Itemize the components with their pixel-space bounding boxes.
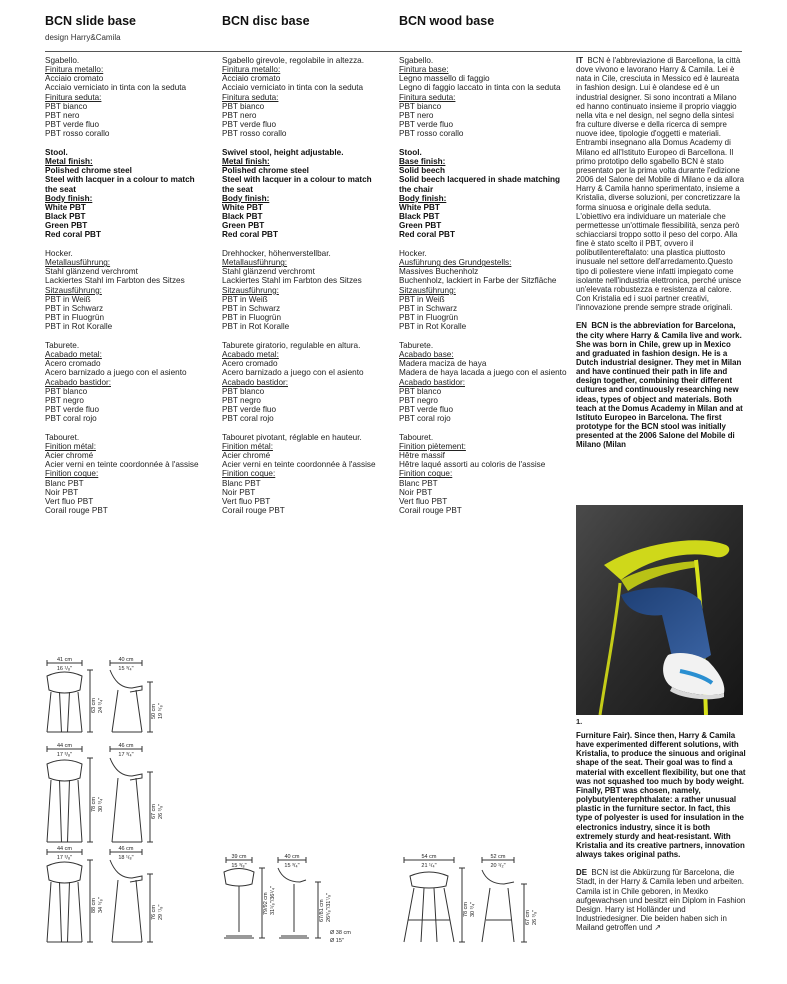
technical-drawings bbox=[0, 650, 576, 984]
spec-line: Blanc PBT bbox=[399, 478, 438, 488]
spec-line: Blanc PBT bbox=[45, 478, 84, 488]
spec-heading: Acabado metal: bbox=[45, 350, 102, 360]
row2-front-width-cm: 44 cm bbox=[57, 743, 72, 749]
spec-line: Acciaio verniciato in tinta con la seduta bbox=[45, 83, 187, 93]
spec-line: PBT in Schwarz bbox=[45, 303, 104, 313]
row1-seat-height-cm: 50 cm bbox=[151, 704, 157, 719]
spec-section bbox=[399, 433, 571, 515]
description-de bbox=[576, 868, 746, 932]
wood-side-drawing bbox=[482, 870, 514, 942]
spec-heading: Finitura base: bbox=[399, 65, 449, 75]
lang-tag-en: EN bbox=[576, 321, 587, 331]
wood-front-width-cm: 54 cm bbox=[421, 854, 437, 860]
spec-line: Sgabello girevole, regolabile in altezza. bbox=[222, 56, 365, 65]
spec-section bbox=[222, 341, 394, 423]
spec-line: PBT in Fluogrün bbox=[45, 313, 105, 323]
spec-line: PBT blanco bbox=[399, 386, 442, 396]
spec-column-slide bbox=[45, 56, 217, 515]
spec-heading: Finition coque: bbox=[45, 469, 99, 479]
spec-line: Madera maciza de haya bbox=[399, 359, 487, 369]
row1-side-width-in: 15 ³/₄" bbox=[118, 666, 134, 672]
row3-side-width-in: 18 ¹/₈" bbox=[118, 855, 134, 861]
spec-line: Noir PBT bbox=[222, 487, 256, 497]
spec-line: Hocker. bbox=[45, 248, 73, 258]
disc-seat-height-in: 26³/₈"/31⁷/₈" bbox=[326, 892, 332, 922]
spec-line: Taburete. bbox=[399, 340, 434, 350]
text-en: BCN is the abbreviation for Barcelona, the city where Harry & Camila live and work. She was born in Chile, grew up in Mexico and graduated in fashion design. He is a Dutch industrial designer. They met in Milan and have continued their path in life and design together, combining their different cultures and continuously researching new ideas, types of object and materials. Both teach at the Domus Academy in Milan and at Istituto Europeo in Barcelona. The first prototype for the BCN stool was initially presented at the 2006 Salone del Mobile di Milano (Milan bbox=[576, 321, 743, 450]
spec-line: Lackiertes Stahl im Farbton des Sitzes bbox=[222, 276, 362, 286]
spec-line: Stool. bbox=[45, 147, 68, 157]
spec-line: PBT bianco bbox=[45, 101, 88, 111]
spec-section bbox=[45, 249, 217, 331]
spec-line: Tabouret. bbox=[399, 432, 434, 442]
title-disc-base: BCN disc base bbox=[222, 14, 310, 28]
spec-line: Corail rouge PBT bbox=[222, 506, 285, 516]
spec-line: the seat bbox=[222, 184, 253, 194]
spec-line: PBT in Weiß bbox=[45, 294, 91, 304]
row2-height-in: 30 ³/₄" bbox=[98, 796, 104, 812]
spec-heading: Acabado base: bbox=[399, 350, 454, 360]
spec-line: Lackiertes Stahl im Farbton des Sitzes bbox=[45, 276, 185, 286]
spec-line: Acciaio verniciato in tinta con la seduta bbox=[222, 83, 364, 93]
row2-seat-height-in: 26 ³/₈" bbox=[158, 803, 164, 819]
spec-line: Blanc PBT bbox=[222, 478, 261, 488]
spec-line: Polished chrome steel bbox=[222, 166, 309, 176]
spec-line: PBT in Rot Koralle bbox=[45, 322, 113, 332]
spec-line: PBT negro bbox=[45, 395, 84, 405]
spec-line: PBT in Weiß bbox=[399, 294, 445, 304]
spec-heading: Metal finish: bbox=[222, 157, 270, 167]
row2-side-width-in: 17 ³/₄" bbox=[118, 752, 134, 758]
description-it bbox=[576, 56, 744, 312]
row1-front-seat bbox=[47, 672, 82, 693]
spec-heading: Sitzausführung: bbox=[45, 285, 102, 295]
spec-line: PBT in Fluogrün bbox=[399, 313, 459, 323]
spec-heading: Acabado bastidor: bbox=[222, 377, 288, 387]
wood-front-drawing bbox=[404, 872, 454, 942]
spec-line: PBT blanco bbox=[222, 386, 265, 396]
row2-front-width-in: 17 ³/₈" bbox=[56, 752, 73, 758]
spec-line: Red coral PBT bbox=[45, 230, 101, 240]
spec-heading: Finition coque: bbox=[222, 469, 276, 479]
spec-line: Black PBT bbox=[399, 212, 440, 221]
spec-heading: Base finish: bbox=[399, 157, 446, 167]
spec-line: PBT in Rot Koralle bbox=[222, 322, 290, 332]
row2-front-seat bbox=[47, 760, 82, 781]
spec-line: White PBT bbox=[45, 202, 86, 212]
wood-side-width-in: 20 ¹/₂" bbox=[490, 863, 506, 869]
spec-line: Steel with lacquer in a colour to match bbox=[222, 175, 372, 185]
row3-height-in: 34 ⁵/₈" bbox=[98, 897, 104, 913]
row3-side-width-cm: 46 cm bbox=[118, 846, 134, 852]
spec-line: Hêtre laqué assorti au coloris de l'assise bbox=[399, 460, 546, 470]
spec-line: Black PBT bbox=[45, 212, 86, 221]
spec-heading: Finition métal: bbox=[222, 441, 273, 451]
spec-line: Acero barnizado a juego con el asiento bbox=[222, 368, 364, 378]
spec-line: Tabouret. bbox=[45, 432, 80, 442]
spec-line: Corail rouge PBT bbox=[399, 506, 462, 516]
wood-seat-height-in: 26 ³/₈" bbox=[532, 909, 538, 925]
spec-line: Steel with lacquer in a colour to match bbox=[45, 175, 195, 185]
spec-line: Buchenholz, lackiert in Farbe der Sitzfläche bbox=[399, 276, 557, 286]
spec-line: Stahl glänzend verchromt bbox=[45, 267, 138, 277]
row2-seat-height-cm: 67 cm bbox=[151, 804, 157, 819]
description-it-en bbox=[576, 56, 744, 459]
spec-line: Noir PBT bbox=[399, 487, 433, 497]
spec-column-disc bbox=[222, 56, 394, 515]
spec-line: Drehhocker, höhenverstellbar. bbox=[222, 248, 331, 258]
spec-heading: Metallausführung: bbox=[45, 258, 111, 268]
row3-front-width-in: 17 ³/₈" bbox=[56, 855, 73, 861]
spec-line: Noir PBT bbox=[45, 487, 79, 497]
spec-line: Massives Buchenholz bbox=[399, 267, 479, 277]
spec-line: Acier chromé bbox=[45, 451, 94, 461]
spec-heading: Finition métal: bbox=[45, 441, 96, 451]
spec-section bbox=[399, 341, 571, 423]
spec-heading: Body finish: bbox=[222, 193, 270, 203]
description-en-de bbox=[576, 731, 746, 941]
row1-side-width-cm: 40 cm bbox=[118, 657, 134, 663]
spec-line: PBT bianco bbox=[399, 101, 442, 111]
disc-front-drawing bbox=[224, 869, 254, 939]
wood-height-cm: 78 cm bbox=[463, 902, 469, 917]
disc-side-width-in: 15 ³/₄" bbox=[284, 863, 300, 869]
row1-front-width-cm: 41 cm bbox=[57, 657, 72, 663]
spec-line: PBT verde fluo bbox=[45, 120, 100, 130]
wood-side-width-cm: 52 cm bbox=[490, 854, 506, 860]
spec-line: White PBT bbox=[222, 202, 263, 212]
disc-height-in: 31¹/₈"/36¹/₄" bbox=[270, 886, 276, 915]
spec-line: Stool. bbox=[399, 147, 422, 157]
spec-line: PBT nero bbox=[399, 110, 434, 120]
row1-height-cm: 63 cm bbox=[91, 698, 97, 713]
spec-heading: Metallausführung: bbox=[222, 258, 288, 268]
spec-line: the seat bbox=[45, 184, 76, 194]
spec-section bbox=[399, 249, 571, 331]
row3-side-legs bbox=[112, 880, 142, 942]
photo-caption: 1. bbox=[576, 717, 583, 726]
text-it: BCN è l'abbreviazione di Barcellona, la città dove vivono e lavorano Harry & Camila. Lei è nata in Cile, cresciuta in Messico ed è laureata in fashion design. Lui è olandese ed è un industrial designer. Si sono incontrati a Milano ed hanno continuato insieme il proprio viaggio nella vita e nel design, nel segno della sintesi fra culture diverse e della ricerca di sempre nuove idee, tipologie d'oggetti e materiali. Entrambi insegnano alla Domus Academy di Milano ed all'Istituto Europeo di Barcellona. Il primo prototipo dello sgabello BCN è stato presentato per la prima volta durante l'edizione 2006 del Salone del Mobile di Milano e da allora Harry & Camila hanno sperimentato, insieme a Kristalia, diverse soluzioni, per concretizzare la forma sinuosa e originale della seduta. L'obiettivo era individuare un materiale che permettesse un'ottimale flessibilità, senza però schiacciarsi troppo sotto il peso del corpo. Alla fine è stato scelto il PBT, ovvero il polibutilentereftalato: una plastica piuttosto inusuale nel settore dell'arredamento.Questo tipo di poliestere viene infatti impiegato come isolante nell'industria elettronica, perché unisce un'elevata robustezza e resistenza al calore. Con Kristalia ed i suoi partner creativi, l'innovazione prende sempre strade originali. bbox=[576, 56, 745, 313]
spec-line: Legno di faggio laccato in tinta con la seduta bbox=[399, 83, 561, 93]
spec-heading: Finition piètement: bbox=[399, 441, 466, 451]
spec-line: PBT coral rojo bbox=[399, 414, 451, 424]
row3-seat-height-in: 29 ⁷/₈" bbox=[158, 904, 164, 920]
spec-line: PBT in Weiß bbox=[222, 294, 268, 304]
spec-section bbox=[45, 341, 217, 423]
spec-section bbox=[45, 148, 217, 240]
spec-line: PBT verde fluo bbox=[399, 404, 454, 414]
spec-heading: Body finish: bbox=[45, 193, 93, 203]
spec-line: Madera de haya lacada a juego con el asiento bbox=[399, 368, 567, 378]
row1-front-width-in: 16 ¹/₈" bbox=[56, 666, 73, 672]
spec-line: PBT verde fluo bbox=[45, 404, 100, 414]
designer-credit: design Harry&Camila bbox=[45, 33, 121, 42]
spec-line: Acciaio cromato bbox=[45, 74, 104, 84]
text-de: BCN ist die Abkürzung für Barcelona, die Stadt, in der Harry & Camila leben und arbeiten. Camila ist in Chile geboren, in Mexiko aufgewachsen und besitzt ein Diplom in Fashion Design. Harry ist Holländer und Industriedesigner. Die beiden haben sich in Mailand getroffen und ↗ bbox=[576, 868, 746, 933]
disc-side-width-cm: 40 cm bbox=[284, 854, 300, 860]
spec-line: Vert fluo PBT bbox=[399, 496, 448, 506]
row3-front-width-cm: 44 cm bbox=[57, 846, 72, 852]
spec-line: Acier verni en teinte coordonnée à l'assise bbox=[222, 460, 376, 470]
row3-side-seat bbox=[110, 860, 142, 882]
disc-front-width-in: 15 ³/₈" bbox=[231, 863, 247, 869]
row2-front-legs bbox=[47, 780, 82, 842]
spec-line: Green PBT bbox=[222, 221, 265, 231]
row3-height-cm: 88 cm bbox=[91, 898, 97, 913]
spec-heading: Sitzausführung: bbox=[222, 285, 279, 295]
spec-section bbox=[222, 148, 394, 240]
spec-line: PBT nero bbox=[45, 110, 80, 120]
spec-heading: Acabado bastidor: bbox=[45, 377, 111, 387]
disc-front-width-cm: 39 cm bbox=[231, 854, 247, 860]
spec-line: PBT in Rot Koralle bbox=[399, 322, 467, 332]
wood-seat-height-cm: 67 cm bbox=[525, 910, 531, 925]
spec-section bbox=[222, 56, 394, 138]
lang-tag-de: DE bbox=[576, 868, 587, 878]
spec-line: PBT in Fluogrün bbox=[222, 313, 282, 323]
row3-front-seat bbox=[47, 862, 82, 883]
row1-side-legs bbox=[112, 690, 142, 732]
spec-line: White PBT bbox=[399, 202, 440, 212]
spec-column-wood bbox=[399, 56, 571, 515]
row3-seat-height-cm: 76 cm bbox=[151, 905, 157, 920]
spec-heading: Metal finish: bbox=[45, 157, 93, 167]
spec-heading: Sitzausführung: bbox=[399, 285, 456, 295]
description-en bbox=[576, 321, 744, 449]
spec-line: Solid beech bbox=[399, 166, 445, 176]
row1-side-seat bbox=[110, 670, 142, 692]
spec-line: Hocker. bbox=[399, 248, 427, 258]
spec-heading: Body finish: bbox=[399, 193, 447, 203]
spec-line: Corail rouge PBT bbox=[45, 506, 108, 516]
spec-heading: Ausführung des Grundgestells: bbox=[399, 258, 512, 268]
row2-height-cm: 78 cm bbox=[91, 797, 97, 812]
spec-line: Tabouret pivotant, réglable en hauteur. bbox=[222, 432, 362, 442]
spec-line: Black PBT bbox=[222, 212, 263, 221]
row1-height-in: 24 ³/₄" bbox=[98, 697, 104, 713]
row2-side-width-cm: 46 cm bbox=[118, 743, 134, 749]
spec-line: PBT rosso corallo bbox=[222, 129, 287, 139]
spec-line: PBT rosso corallo bbox=[399, 129, 464, 139]
spec-line: PBT negro bbox=[399, 395, 438, 405]
spec-line: Acero cromado bbox=[222, 359, 278, 369]
spec-line: Taburete. bbox=[45, 340, 80, 350]
title-wood-base: BCN wood base bbox=[399, 14, 495, 28]
spec-line: PBT nero bbox=[222, 110, 257, 120]
spec-section bbox=[399, 148, 571, 240]
disc-height-cm: 79/92 cm bbox=[263, 892, 269, 915]
spec-line: PBT verde fluo bbox=[399, 120, 454, 130]
row3-front-legs bbox=[47, 882, 82, 942]
row2-side-seat bbox=[110, 758, 142, 780]
spec-heading: Finitura seduta: bbox=[399, 92, 456, 102]
spec-line: Hêtre massif bbox=[399, 451, 445, 461]
description-en-continued: Furniture Fair). Since then, Harry & Camila have experimented different solutions, with Kristalia, to produce the sinuous and original shape of the seat. Their goal was to find a material with excellent flexibility, but one that was not squashed too much by body weight. Finally, PBT was chosen, namely, polybutylenterephthalate: a rather unusual plastic in the furniture sector. In fact, this type of polyester is used for insulation in the electronics industry, since it is both extremely sturdy and heat-resistant. With Kristalia and its creative partners, innovation always takes original paths. bbox=[576, 731, 746, 860]
spec-line: Legno massello di faggio bbox=[399, 74, 490, 84]
spec-line: Green PBT bbox=[399, 221, 442, 231]
disc-base-diameter-in: Ø 15" bbox=[330, 938, 344, 944]
spec-line: Acier chromé bbox=[222, 451, 271, 461]
wood-front-width-in: 21 ¹/₄" bbox=[421, 863, 437, 869]
spec-section bbox=[222, 249, 394, 331]
row2-side-legs bbox=[112, 778, 142, 842]
spec-heading: Acabado bastidor: bbox=[399, 377, 465, 387]
spec-line: Swivel stool, height adjustable. bbox=[222, 147, 344, 157]
disc-side-drawing bbox=[278, 868, 309, 938]
product-photo bbox=[576, 505, 743, 715]
row1-front-legs bbox=[47, 692, 82, 732]
spec-line: PBT verde fluo bbox=[222, 404, 277, 414]
spec-heading: Finitura metallo: bbox=[222, 65, 281, 75]
spec-line: PBT in Schwarz bbox=[222, 303, 281, 313]
spec-heading: Finitura seduta: bbox=[45, 92, 102, 102]
spec-heading: Finitura seduta: bbox=[222, 92, 279, 102]
spec-heading: Finition coque: bbox=[399, 469, 453, 479]
spec-line: PBT negro bbox=[222, 395, 261, 405]
spec-line: Green PBT bbox=[45, 221, 88, 231]
spec-line: Stahl glänzend verchromt bbox=[222, 267, 315, 277]
wood-height-in: 30 ³/₄" bbox=[470, 901, 476, 917]
spec-line: PBT bianco bbox=[222, 101, 265, 111]
spec-line: PBT coral rojo bbox=[222, 414, 274, 424]
spec-line: PBT rosso corallo bbox=[45, 129, 110, 139]
spec-line: PBT verde fluo bbox=[222, 120, 277, 130]
spec-line: Solid beech lacquered in shade matching bbox=[399, 175, 561, 185]
spec-line: Sgabello. bbox=[45, 56, 80, 65]
spec-line: Polished chrome steel bbox=[45, 166, 132, 176]
spec-heading: Finitura metallo: bbox=[45, 65, 104, 75]
spec-line: Acero barnizado a juego con el asiento bbox=[45, 368, 187, 378]
disc-seat-height-cm: 67/81 cm bbox=[319, 899, 325, 922]
lang-tag-it: IT bbox=[576, 56, 584, 65]
spec-section bbox=[45, 433, 217, 515]
title-slide-base: BCN slide base bbox=[45, 14, 137, 28]
spec-line: Sgabello. bbox=[399, 56, 434, 65]
spec-section bbox=[399, 56, 571, 138]
spec-line: Acciaio cromato bbox=[222, 74, 281, 84]
spec-line: PBT coral rojo bbox=[45, 414, 97, 424]
spec-line: Acero cromado bbox=[45, 359, 101, 369]
spec-line: the chair bbox=[399, 184, 434, 194]
spec-line: Vert fluo PBT bbox=[45, 496, 94, 506]
spec-section bbox=[222, 433, 394, 515]
header-divider bbox=[45, 51, 742, 52]
spec-line: Red coral PBT bbox=[399, 230, 455, 240]
spec-line: Red coral PBT bbox=[222, 230, 278, 240]
spec-section bbox=[45, 56, 217, 138]
spec-line: Acier verni en teinte coordonnée à l'assise bbox=[45, 460, 199, 470]
disc-base-diameter-cm: Ø 38 cm bbox=[330, 930, 351, 936]
row1-seat-height-in: 19 ⁵/₈" bbox=[158, 703, 164, 719]
spec-line: Taburete giratorio, regulable en altura. bbox=[222, 340, 361, 350]
spec-line: Vert fluo PBT bbox=[222, 496, 271, 506]
spec-line: PBT in Schwarz bbox=[399, 303, 458, 313]
spec-heading: Acabado metal: bbox=[222, 350, 279, 360]
spec-line: PBT blanco bbox=[45, 386, 88, 396]
